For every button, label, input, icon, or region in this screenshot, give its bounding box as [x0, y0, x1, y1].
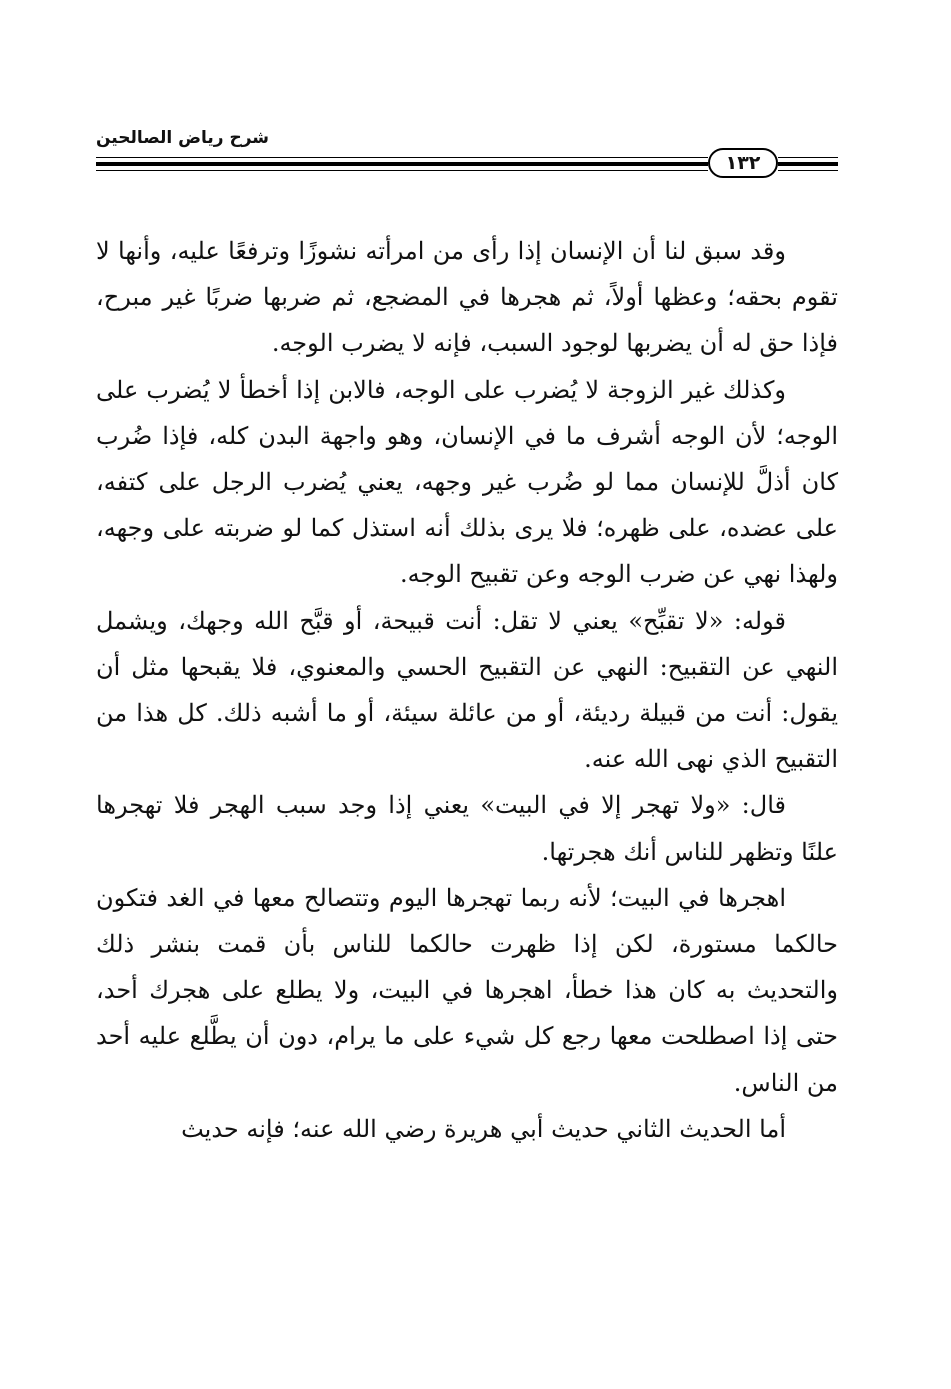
header-rule	[778, 157, 838, 158]
paragraph: وكذلك غير الزوجة لا يُضرب على الوجه، فالابن إذا أخطأ لا يُضرب على الوجه؛ لأن الوجه أشرف ما في الإنسان، وهو واجهة البدن كله، فإذا ضُرب كان أذلَّ للإنسان مما لو ضُرب غير وجهه، يعني يُضرب الرجل على كتفه، على عضده، على ظهره؛ فلا يرى بذلك أنه استذل كما لو ضربته على وجهه، ولهذا نهي عن ضرب الوجه وعن تقبيح الوجه.	[96, 375, 838, 589]
header-rule	[778, 162, 838, 166]
header-rule	[96, 162, 708, 166]
header-rule	[96, 157, 708, 158]
paragraph: قوله: «لا تقبِّح» يعني لا تقل: أنت قبيحة، أو قبَّح الله وجهك، ويشمل النهي عن التقبيح: النهي عن التقبيح الحسي والمعنوي، فلا يقبحها مثل أن يقول: أنت من قبيلة رديئة، أو من عائلة سيئة، أو ما أشبه ذلك. كل هذا من التقبيح الذي نهى الله عنه.	[96, 606, 838, 774]
paragraph: أما الحديث الثاني حديث أبي هريرة رضي الله عنه؛ فإنه حديث	[181, 1114, 786, 1143]
header-rule	[96, 170, 708, 171]
running-header-title: شرح رياض الصالحين	[96, 128, 270, 148]
paragraph: وقد سبق لنا أن الإنسان إذا رأى من امرأته نشوزًا وترفعًا عليه، وأنها لا تقوم بحقه؛ وعظها أولاً، ثم هجرها في المضجع، ثم ضربها ضربًا غير مبرح، فإذا حق له أن يضربها لوجود السبب، فإنه لا يضرب الوجه.	[96, 237, 838, 358]
page-number: ١٣٢	[708, 148, 778, 178]
paragraph: قال: «ولا تهجر إلا في البيت» يعني إذا وجد سبب الهجر فلا تهجرها علنًا وتظهر للناس أنك هجرتها.	[96, 791, 838, 866]
header-rule	[778, 170, 838, 171]
paragraph: اهجرها في البيت؛ لأنه ربما تهجرها اليوم وتتصالح معها في الغد فتكون حالكما مستورة، لكن إذا ظهرت حالكما للناس بأن قمت بنشر ذلك والتحديث به كان هذا خطأ، اهجرها في البيت، ولا يطلع على هجرك أحد، حتى إذا اصطلحت معها رجع كل شيء على ما يرام، دون أن يطَّلع عليه أحد من الناس.	[96, 883, 839, 1097]
body-text	[96, 228, 838, 1152]
